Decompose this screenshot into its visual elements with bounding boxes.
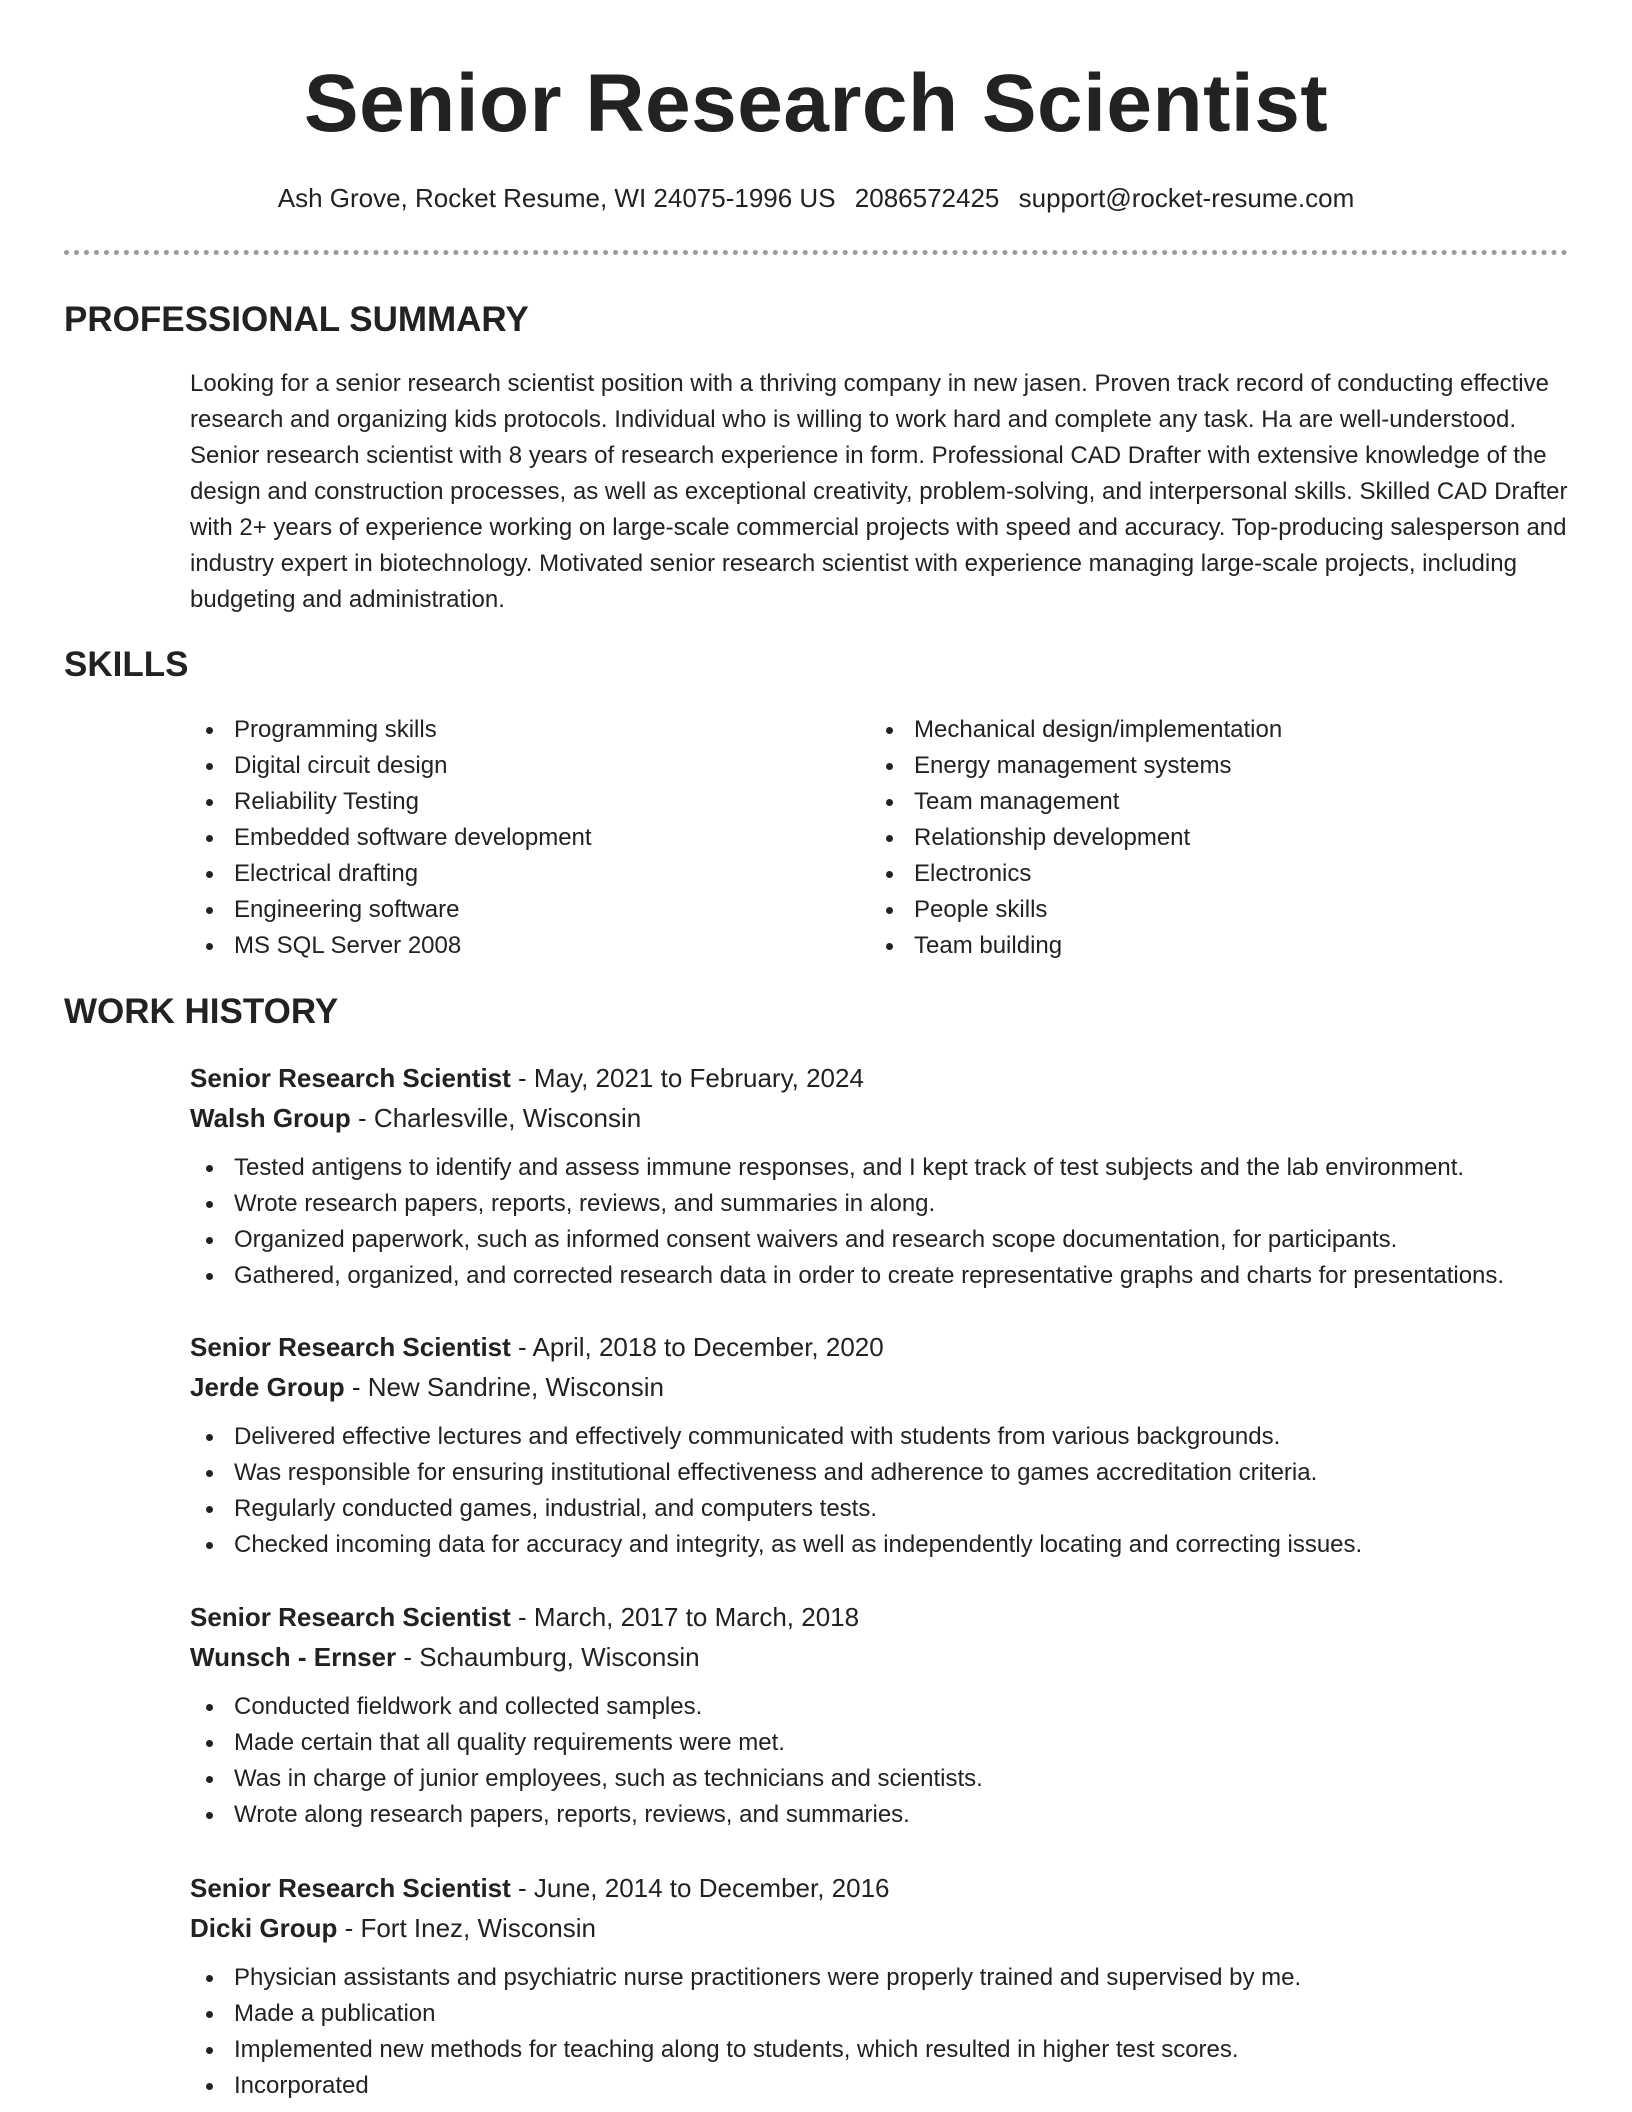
- job-bullet: Made certain that all quality requirements were met.: [190, 1725, 1590, 1761]
- job-company: Wunsch - Ernser: [190, 1642, 397, 1672]
- job-company-line: [190, 1908, 1590, 1948]
- skills-list-left: [190, 712, 830, 964]
- skill-item: Programming skills: [190, 712, 830, 748]
- job-location: - Charlesville, Wisconsin: [350, 1103, 642, 1133]
- job-dates: - May, 2021 to February, 2024: [510, 1063, 864, 1093]
- contact-email: support@rocket-resume.com: [1018, 183, 1355, 213]
- job-title-line: [190, 1868, 1590, 1908]
- contact-phone: 2086572425: [854, 183, 1000, 213]
- job-company-line: [190, 1098, 1590, 1138]
- job-bullet: Was in charge of junior employees, such as technicians and scientists.: [190, 1761, 1590, 1797]
- contact-line: [0, 180, 1632, 216]
- job-entry: [190, 1597, 1590, 1833]
- skill-item: Team building: [870, 928, 1570, 964]
- skills-heading: SKILLS: [64, 645, 189, 684]
- job-title-line: [190, 1058, 1590, 1098]
- job-role: Senior Research Scientist: [190, 1332, 511, 1362]
- job-bullet: Implemented new methods for teaching along to students, which resulted in higher test scores.: [190, 2032, 1590, 2068]
- job-bullet: Tested antigens to identify and assess immune responses, and I kept track of test subjects and the lab environment.: [190, 1150, 1590, 1186]
- contact-address: Ash Grove, Rocket Resume, WI 24075-1996 US: [277, 183, 836, 213]
- job-role: Senior Research Scientist: [190, 1873, 511, 1903]
- skill-item: Energy management systems: [870, 748, 1570, 784]
- skills-list-right: [870, 712, 1570, 964]
- job-role: Senior Research Scientist: [190, 1063, 511, 1093]
- summary-heading: PROFESSIONAL SUMMARY: [64, 300, 529, 339]
- job-role: Senior Research Scientist: [190, 1602, 511, 1632]
- job-dates: - April, 2018 to December, 2020: [510, 1332, 884, 1362]
- skill-item: Engineering software: [190, 892, 830, 928]
- skill-item: Relationship development: [870, 820, 1570, 856]
- summary-text: Looking for a senior research scientist position with a thriving company in new jasen. Proven track record of conducting effective research and organizing kids protocols. Individual who is willing to work hard and complete any task. Ha are well-understood. Senior research scientist with 8 years of research experience in form. Professional CAD Drafter with extensive knowledge of the design and construction processes, as well as exceptional creativity, problem-solving, and interpersonal skills. Skilled CAD Drafter with 2+ years of experience working on large-scale commercial projects with speed and accuracy. Top-producing salesperson and industry expert in biotechnology. Motivated senior research scientist with experience managing large-scale projects, including budgeting and administration.: [190, 370, 1568, 613]
- job-title-line: [190, 1327, 1590, 1367]
- job-bullet: Wrote research papers, reports, reviews, and summaries in along.: [190, 1186, 1590, 1222]
- job-location: - Fort Inez, Wisconsin: [337, 1913, 596, 1943]
- skill-item: Mechanical design/implementation: [870, 712, 1570, 748]
- job-location: - New Sandrine, Wisconsin: [344, 1372, 664, 1402]
- job-bullet: Made a publication: [190, 1996, 1590, 2032]
- job-bullets: [190, 1689, 1590, 1833]
- job-bullets: [190, 1150, 1590, 1294]
- job-bullet: Regularly conducted games, industrial, and computers tests.: [190, 1491, 1590, 1527]
- job-title-line: [190, 1597, 1590, 1637]
- job-company-line: [190, 1367, 1590, 1407]
- skill-item: Embedded software development: [190, 820, 830, 856]
- job-bullet: Delivered effective lectures and effectively communicated with students from various backgrounds.: [190, 1419, 1590, 1455]
- job-dates: - June, 2014 to December, 2016: [510, 1873, 890, 1903]
- job-company: Jerde Group: [190, 1372, 345, 1402]
- skill-item: MS SQL Server 2008: [190, 928, 830, 964]
- job-company-line: [190, 1637, 1590, 1677]
- skill-item: Electronics: [870, 856, 1570, 892]
- job-entry: [190, 1868, 1590, 2104]
- job-bullets: [190, 1960, 1590, 2104]
- skill-item: Digital circuit design: [190, 748, 830, 784]
- job-bullet: Incorporated: [190, 2068, 1590, 2104]
- skill-item: Electrical drafting: [190, 856, 830, 892]
- job-bullet: Physician assistants and psychiatric nurse practitioners were properly trained and supervised by me.: [190, 1960, 1590, 1996]
- job-company: Walsh Group: [190, 1103, 351, 1133]
- job-bullet: Wrote along research papers, reports, reviews, and summaries.: [190, 1797, 1590, 1833]
- header-divider: [64, 250, 1568, 255]
- resume-title: Senior Research Scientist: [303, 58, 1329, 149]
- skill-item: Reliability Testing: [190, 784, 830, 820]
- job-bullet: Conducted fieldwork and collected samples.: [190, 1689, 1590, 1725]
- job-dates: - March, 2017 to March, 2018: [510, 1602, 860, 1632]
- skill-item: People skills: [870, 892, 1570, 928]
- skill-item: Team management: [870, 784, 1570, 820]
- job-entry: [190, 1327, 1590, 1563]
- job-bullets: [190, 1419, 1590, 1563]
- job-bullet: Was responsible for ensuring institutional effectiveness and adherence to games accreditation criteria.: [190, 1455, 1590, 1491]
- job-bullet: Organized paperwork, such as informed consent waivers and research scope documentation, for participants.: [190, 1222, 1590, 1258]
- job-location: - Schaumburg, Wisconsin: [396, 1642, 700, 1672]
- job-company: Dicki Group: [190, 1913, 338, 1943]
- job-bullet: Checked incoming data for accuracy and integrity, as well as independently locating and correcting issues.: [190, 1527, 1590, 1563]
- work-history-heading: WORK HISTORY: [64, 992, 339, 1031]
- job-bullet: Gathered, organized, and corrected research data in order to create representative graphs and charts for presentations.: [190, 1258, 1590, 1294]
- job-entry: [190, 1058, 1590, 1294]
